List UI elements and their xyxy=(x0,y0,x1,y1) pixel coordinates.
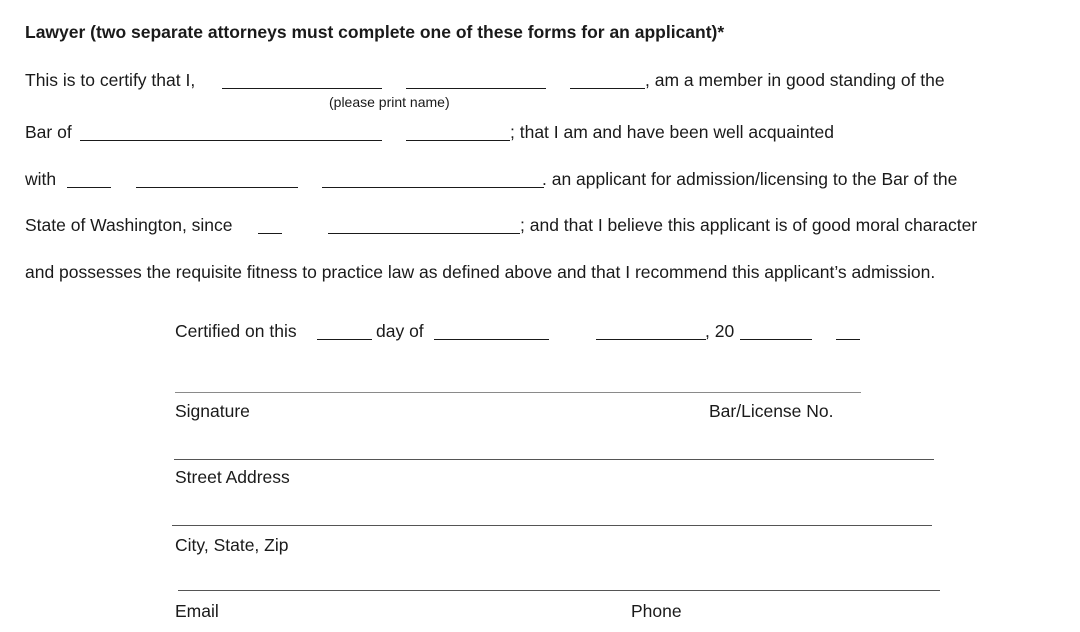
certified-year-extra-field[interactable] xyxy=(836,339,860,340)
certified-day-field[interactable] xyxy=(317,339,372,340)
bar-jurisdiction-field[interactable] xyxy=(80,140,382,141)
washington-since-text: State of Washington, since xyxy=(25,215,233,235)
good-standing-text: , am a member in good standing of the xyxy=(645,70,945,90)
applicant-last-name-field[interactable] xyxy=(322,187,544,188)
form-heading: Lawyer (two separate attorneys must complete one of these forms for an applicant)* xyxy=(25,22,725,42)
city-state-zip-line[interactable] xyxy=(172,525,932,526)
certified-month-extra-field[interactable] xyxy=(596,339,706,340)
bar-license-label: Bar/License No. xyxy=(709,401,834,421)
applicant-first-name-field[interactable] xyxy=(136,187,298,188)
name-last-field[interactable] xyxy=(570,88,645,89)
since-date-field[interactable] xyxy=(328,233,520,234)
applicant-title-field[interactable] xyxy=(67,187,111,188)
certified-on-text: Certified on this xyxy=(175,321,297,341)
city-state-zip-label: City, State, Zip xyxy=(175,535,289,555)
moral-character-text: ; and that I believe this applicant is of good moral character xyxy=(520,215,978,235)
certify-lead-text: This is to certify that I, xyxy=(25,70,196,90)
fitness-recommendation-text: and possesses the requisite fitness to practice law as defined above and that I recommend this applicant’s admission. xyxy=(25,262,936,282)
name-first-field[interactable] xyxy=(222,88,382,89)
day-of-text: day of xyxy=(376,321,424,341)
signature-label: Signature xyxy=(175,401,250,421)
email-phone-line[interactable] xyxy=(178,590,940,591)
bar-of-text: Bar of xyxy=(25,122,72,142)
email-label: Email xyxy=(175,601,219,621)
with-text: with xyxy=(25,169,57,189)
street-address-line[interactable] xyxy=(174,459,934,460)
print-name-hint: (please print name) xyxy=(329,94,450,110)
signature-line[interactable] xyxy=(175,392,861,393)
bar-jurisdiction-extra-field[interactable] xyxy=(406,140,510,141)
year-prefix-text: , 20 xyxy=(705,321,735,341)
acquainted-text: ; that I am and have been well acquainted xyxy=(510,122,834,142)
name-middle-field[interactable] xyxy=(406,88,546,89)
applicant-admission-text: . an applicant for admission/licensing to the Bar of the xyxy=(542,169,958,189)
certified-year-field[interactable] xyxy=(740,339,812,340)
phone-label: Phone xyxy=(631,601,682,621)
street-address-label: Street Address xyxy=(175,467,290,487)
certified-month-field[interactable] xyxy=(434,339,549,340)
since-month-field[interactable] xyxy=(258,233,282,234)
